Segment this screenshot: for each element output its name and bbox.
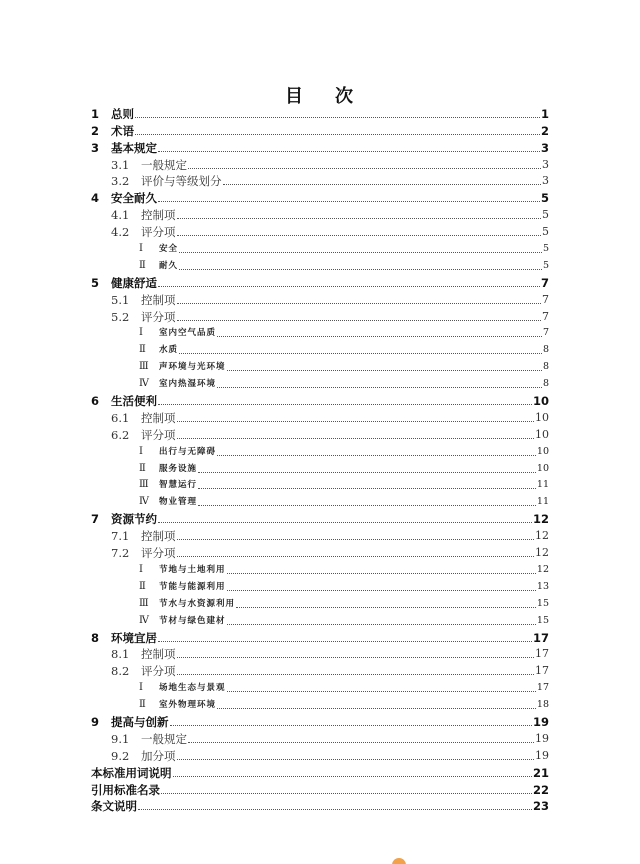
- toc-entry-title: 室内热湿环境: [159, 379, 217, 390]
- toc-entry-page: 23: [532, 799, 549, 814]
- toc-entry[interactable]: [91, 391, 549, 408]
- toc-entry-page: 15: [536, 597, 549, 609]
- toc-entry-title: 术语: [111, 123, 134, 138]
- toc-entry-title: 服务设施: [159, 463, 198, 474]
- toc-entry-title: 节材与绿色建材: [159, 615, 226, 626]
- toc-entry-page: 17: [535, 664, 549, 678]
- toc-entry-number: Ⅲ: [139, 479, 149, 491]
- toc-entry-page: 11: [536, 479, 549, 491]
- toc-entry-page: 5: [540, 191, 549, 206]
- toc-entry-title: 耐久: [159, 260, 179, 271]
- toc-entry-number: 4: [91, 191, 100, 206]
- toc-entry-number: 9: [91, 714, 100, 729]
- toc-entry-number: Ⅱ: [139, 462, 146, 474]
- toc-entry-page: 18: [536, 699, 549, 711]
- dot-leader: [198, 488, 536, 489]
- dot-leader: [177, 421, 535, 422]
- title-part-1: 目: [285, 86, 305, 107]
- toc-entry-title: 控制项: [141, 647, 176, 662]
- dot-leader: [177, 759, 535, 760]
- toc-entry-page: 5: [542, 243, 549, 255]
- toc-entry-number: 8: [91, 630, 100, 645]
- toc-entry-title: 环境宜居: [111, 630, 157, 645]
- toc-entry-number: Ⅲ: [139, 361, 149, 373]
- toc-entry-page: 10: [536, 462, 549, 474]
- dot-leader: [161, 793, 532, 794]
- toc-entry-title: 控制项: [141, 292, 176, 307]
- toc-entry-page: 12: [536, 563, 549, 575]
- toc-entry[interactable]: [91, 763, 549, 780]
- dot-leader: [135, 117, 540, 118]
- toc-entry-title: 一般规定: [141, 157, 187, 172]
- toc-entry-page: 8: [542, 378, 549, 390]
- dot-leader: [217, 455, 536, 456]
- toc-entry-title: 场地生态与景观: [159, 683, 226, 694]
- toc-entry[interactable]: [91, 104, 549, 121]
- toc-entry-number: 3.1: [111, 157, 130, 172]
- toc-entry-title: 控制项: [141, 208, 176, 223]
- toc-entry-number: Ⅲ: [139, 597, 149, 609]
- toc-entry-title: 节水与水资源利用: [159, 598, 236, 609]
- toc-entry-page: 11: [536, 496, 549, 508]
- dot-leader: [158, 522, 532, 523]
- toc-entry-number: 3: [91, 140, 100, 155]
- toc-entry-page: 19: [535, 748, 549, 762]
- toc-entry-title: 生活便利: [111, 394, 157, 409]
- toc-entry-page: 10: [532, 394, 549, 409]
- toc-entry[interactable]: [91, 357, 549, 374]
- toc-entry-title: 评价与等级划分: [141, 174, 222, 189]
- dot-leader: [217, 708, 536, 709]
- dot-leader: [177, 303, 542, 304]
- toc-entry-number: 4.1: [111, 208, 130, 223]
- toc-entry-number: 1: [91, 106, 100, 121]
- toc-entry-page: 10: [535, 410, 549, 424]
- dot-leader: [227, 691, 536, 692]
- toc-entry[interactable]: [91, 628, 549, 645]
- toc-entry[interactable]: [91, 138, 549, 155]
- toc-entry-page: 1: [540, 106, 549, 121]
- toc-entry[interactable]: [91, 188, 549, 205]
- dot-leader: [158, 151, 540, 152]
- toc-entry-page: 10: [535, 427, 549, 441]
- toc-entry-title: 控制项: [141, 410, 176, 425]
- table-of-contents: [91, 104, 549, 813]
- toc-entry-title: 室外物理环境: [159, 700, 217, 711]
- toc-entry-number: 5.2: [111, 309, 130, 324]
- toc-entry-page: 22: [532, 782, 549, 797]
- toc-entry-title: 水质: [159, 345, 179, 356]
- toc-entry[interactable]: [91, 543, 549, 560]
- dot-leader: [177, 674, 535, 675]
- toc-entry-page: 19: [532, 714, 549, 729]
- dot-leader: [138, 809, 532, 810]
- toc-entry-page: 8: [542, 344, 549, 356]
- toc-entry-number: Ⅰ: [139, 563, 143, 575]
- toc-entry[interactable]: [91, 492, 549, 509]
- toc-entry-number: 3.2: [111, 174, 130, 189]
- toc-entry-page: 13: [536, 580, 549, 592]
- toc-entry[interactable]: [91, 476, 549, 493]
- toc-entry-number: 4.2: [111, 225, 130, 240]
- toc-entry-number: Ⅱ: [139, 699, 146, 711]
- toc-entry-title: 基本规定: [111, 140, 157, 155]
- dot-leader: [223, 184, 542, 185]
- toc-entry-number: Ⅱ: [139, 344, 146, 356]
- toc-entry-title: 总则: [111, 106, 134, 121]
- toc-entry-number: 5: [91, 275, 100, 290]
- toc-entry-number: Ⅰ: [139, 243, 143, 255]
- toc-entry[interactable]: [91, 273, 549, 290]
- toc-entry-title: 评分项: [141, 309, 176, 324]
- toc-entry-title: 评分项: [141, 546, 176, 561]
- toc-entry[interactable]: [91, 611, 549, 628]
- toc-entry-title: 加分项: [141, 748, 176, 763]
- toc-entry-title: 节地与土地利用: [159, 564, 226, 575]
- title-part-2: 次: [335, 86, 355, 107]
- toc-entry[interactable]: [91, 459, 549, 476]
- dot-leader: [179, 269, 542, 270]
- toc-entry-number: Ⅱ: [139, 580, 146, 592]
- dot-leader: [158, 286, 540, 287]
- toc-entry-title: 节能与能源利用: [159, 581, 226, 592]
- toc-entry[interactable]: [91, 577, 549, 594]
- toc-entry-number: Ⅳ: [139, 496, 149, 508]
- dot-leader: [188, 742, 534, 743]
- toc-entry-title: 资源节约: [111, 512, 157, 527]
- toc-entry-number: 8.1: [111, 647, 130, 662]
- toc-entry-title: 健康舒适: [111, 275, 157, 290]
- toc-entry-number: Ⅳ: [139, 614, 149, 626]
- dot-leader: [177, 218, 542, 219]
- dot-leader: [179, 252, 542, 253]
- toc-entry[interactable]: [91, 205, 549, 222]
- toc-entry-number: Ⅱ: [139, 259, 146, 271]
- toc-entry-number: Ⅰ: [139, 327, 143, 339]
- toc-entry-number: Ⅰ: [139, 445, 143, 457]
- toc-entry-title: 出行与无障碍: [159, 446, 217, 457]
- toc-entry-title: 物业管理: [159, 497, 198, 508]
- toc-entry-title: 评分项: [141, 664, 176, 679]
- toc-entry[interactable]: [91, 645, 549, 662]
- toc-entry-title: 室内空气品质: [159, 328, 217, 339]
- toc-entry[interactable]: [91, 239, 549, 256]
- toc-entry-page: 5: [542, 225, 549, 239]
- toc-entry[interactable]: [91, 678, 549, 695]
- toc-entry[interactable]: [91, 746, 549, 763]
- toc-entry-page: 19: [535, 731, 549, 745]
- dot-leader: [177, 556, 535, 557]
- toc-entry-page: 3: [542, 174, 549, 188]
- toc-entry[interactable]: [91, 509, 549, 526]
- toc-entry-page: 17: [535, 647, 549, 661]
- toc-entry-page: 7: [542, 327, 549, 339]
- toc-entry-page: 17: [536, 682, 549, 694]
- dot-leader: [227, 370, 542, 371]
- toc-entry-number: 6.2: [111, 427, 130, 442]
- toc-entry[interactable]: [91, 594, 549, 611]
- toc-entry-number: 6.1: [111, 410, 130, 425]
- toc-entry-number: 8.2: [111, 664, 130, 679]
- toc-entry-number: 9.1: [111, 731, 130, 746]
- toc-entry[interactable]: [91, 121, 549, 138]
- toc-entry-page: 7: [542, 309, 549, 323]
- dot-leader: [198, 472, 536, 473]
- toc-entry-page: 7: [540, 275, 549, 290]
- dot-leader: [135, 134, 540, 135]
- toc-entry-page: 2: [540, 123, 549, 138]
- toc-entry-page: 21: [532, 765, 549, 780]
- toc-entry[interactable]: [91, 222, 549, 239]
- dot-leader: [170, 725, 532, 726]
- toc-entry-page: 15: [536, 614, 549, 626]
- dot-leader: [198, 505, 536, 506]
- toc-entry-title: 安全耐久: [111, 191, 157, 206]
- dot-leader: [158, 201, 540, 202]
- toc-entry-title: 一般规定: [141, 731, 187, 746]
- toc-entry[interactable]: [91, 307, 549, 324]
- toc-entry[interactable]: [91, 290, 549, 307]
- toc-entry-number: 7.1: [111, 529, 130, 544]
- dot-leader: [158, 404, 532, 405]
- dot-leader: [177, 235, 542, 236]
- dot-leader: [177, 320, 542, 321]
- toc-entry[interactable]: [91, 661, 549, 678]
- dot-leader: [158, 641, 532, 642]
- toc-entry[interactable]: [91, 797, 549, 814]
- dot-leader: [227, 573, 536, 574]
- toc-entry-page: 7: [542, 292, 549, 306]
- toc-entry[interactable]: [91, 695, 549, 712]
- toc-entry[interactable]: [91, 172, 549, 189]
- toc-entry-number: 2: [91, 123, 100, 138]
- toc-entry-title: 条文说明: [91, 799, 137, 814]
- toc-entry-page: 3: [542, 157, 549, 171]
- watermark: [392, 856, 542, 864]
- dot-leader: [179, 353, 542, 354]
- toc-entry[interactable]: [91, 374, 549, 391]
- toc-entry-title: 提高与创新: [111, 714, 169, 729]
- dot-leader: [173, 776, 532, 777]
- dot-leader: [177, 438, 535, 439]
- toc-entry[interactable]: [91, 442, 549, 459]
- dot-leader: [217, 336, 542, 337]
- toc-entry[interactable]: [91, 155, 549, 172]
- toc-entry-title: 评分项: [141, 427, 176, 442]
- toc-entry[interactable]: [91, 256, 549, 273]
- dot-leader: [227, 624, 536, 625]
- watermark-logo-icon: [392, 858, 406, 864]
- toc-entry-number: 7: [91, 512, 100, 527]
- toc-entry-number: 7.2: [111, 546, 130, 561]
- toc-entry[interactable]: [91, 408, 549, 425]
- toc-entry[interactable]: [91, 340, 549, 357]
- toc-entry[interactable]: [91, 324, 549, 341]
- toc-entry-title: 声环境与光环境: [159, 362, 226, 373]
- toc-entry-page: 17: [532, 630, 549, 645]
- toc-entry[interactable]: [91, 780, 549, 797]
- toc-entry-title: 安全: [159, 244, 179, 255]
- dot-leader: [177, 657, 535, 658]
- toc-entry-title: 评分项: [141, 225, 176, 240]
- dot-leader: [227, 590, 536, 591]
- toc-entry-title: 引用标准名录: [91, 782, 160, 797]
- toc-entry-page: 5: [542, 208, 549, 222]
- toc-entry-number: 5.1: [111, 292, 130, 307]
- dot-leader: [236, 607, 536, 608]
- toc-entry-number: 9.2: [111, 748, 130, 763]
- toc-entry-page: 12: [532, 512, 549, 527]
- dot-leader: [177, 539, 535, 540]
- toc-entry-page: 5: [542, 259, 549, 271]
- toc-entry[interactable]: [91, 729, 549, 746]
- dot-leader: [188, 168, 541, 169]
- toc-entry-page: 3: [540, 140, 549, 155]
- toc-entry[interactable]: [91, 425, 549, 442]
- dot-leader: [217, 387, 542, 388]
- toc-entry-number: Ⅳ: [139, 378, 149, 390]
- toc-entry-title: 本标准用词说明: [91, 765, 172, 780]
- toc-entry[interactable]: [91, 526, 549, 543]
- toc-entry[interactable]: [91, 560, 549, 577]
- toc-entry-title: 智慧运行: [159, 480, 198, 491]
- toc-entry-page: 10: [536, 445, 549, 457]
- toc-entry-page: 12: [535, 546, 549, 560]
- toc-entry[interactable]: [91, 712, 549, 729]
- toc-entry-title: 控制项: [141, 529, 176, 544]
- toc-entry-number: 6: [91, 394, 100, 409]
- toc-entry-number: Ⅰ: [139, 682, 143, 694]
- toc-entry-page: 8: [542, 361, 549, 373]
- toc-entry-page: 12: [535, 529, 549, 543]
